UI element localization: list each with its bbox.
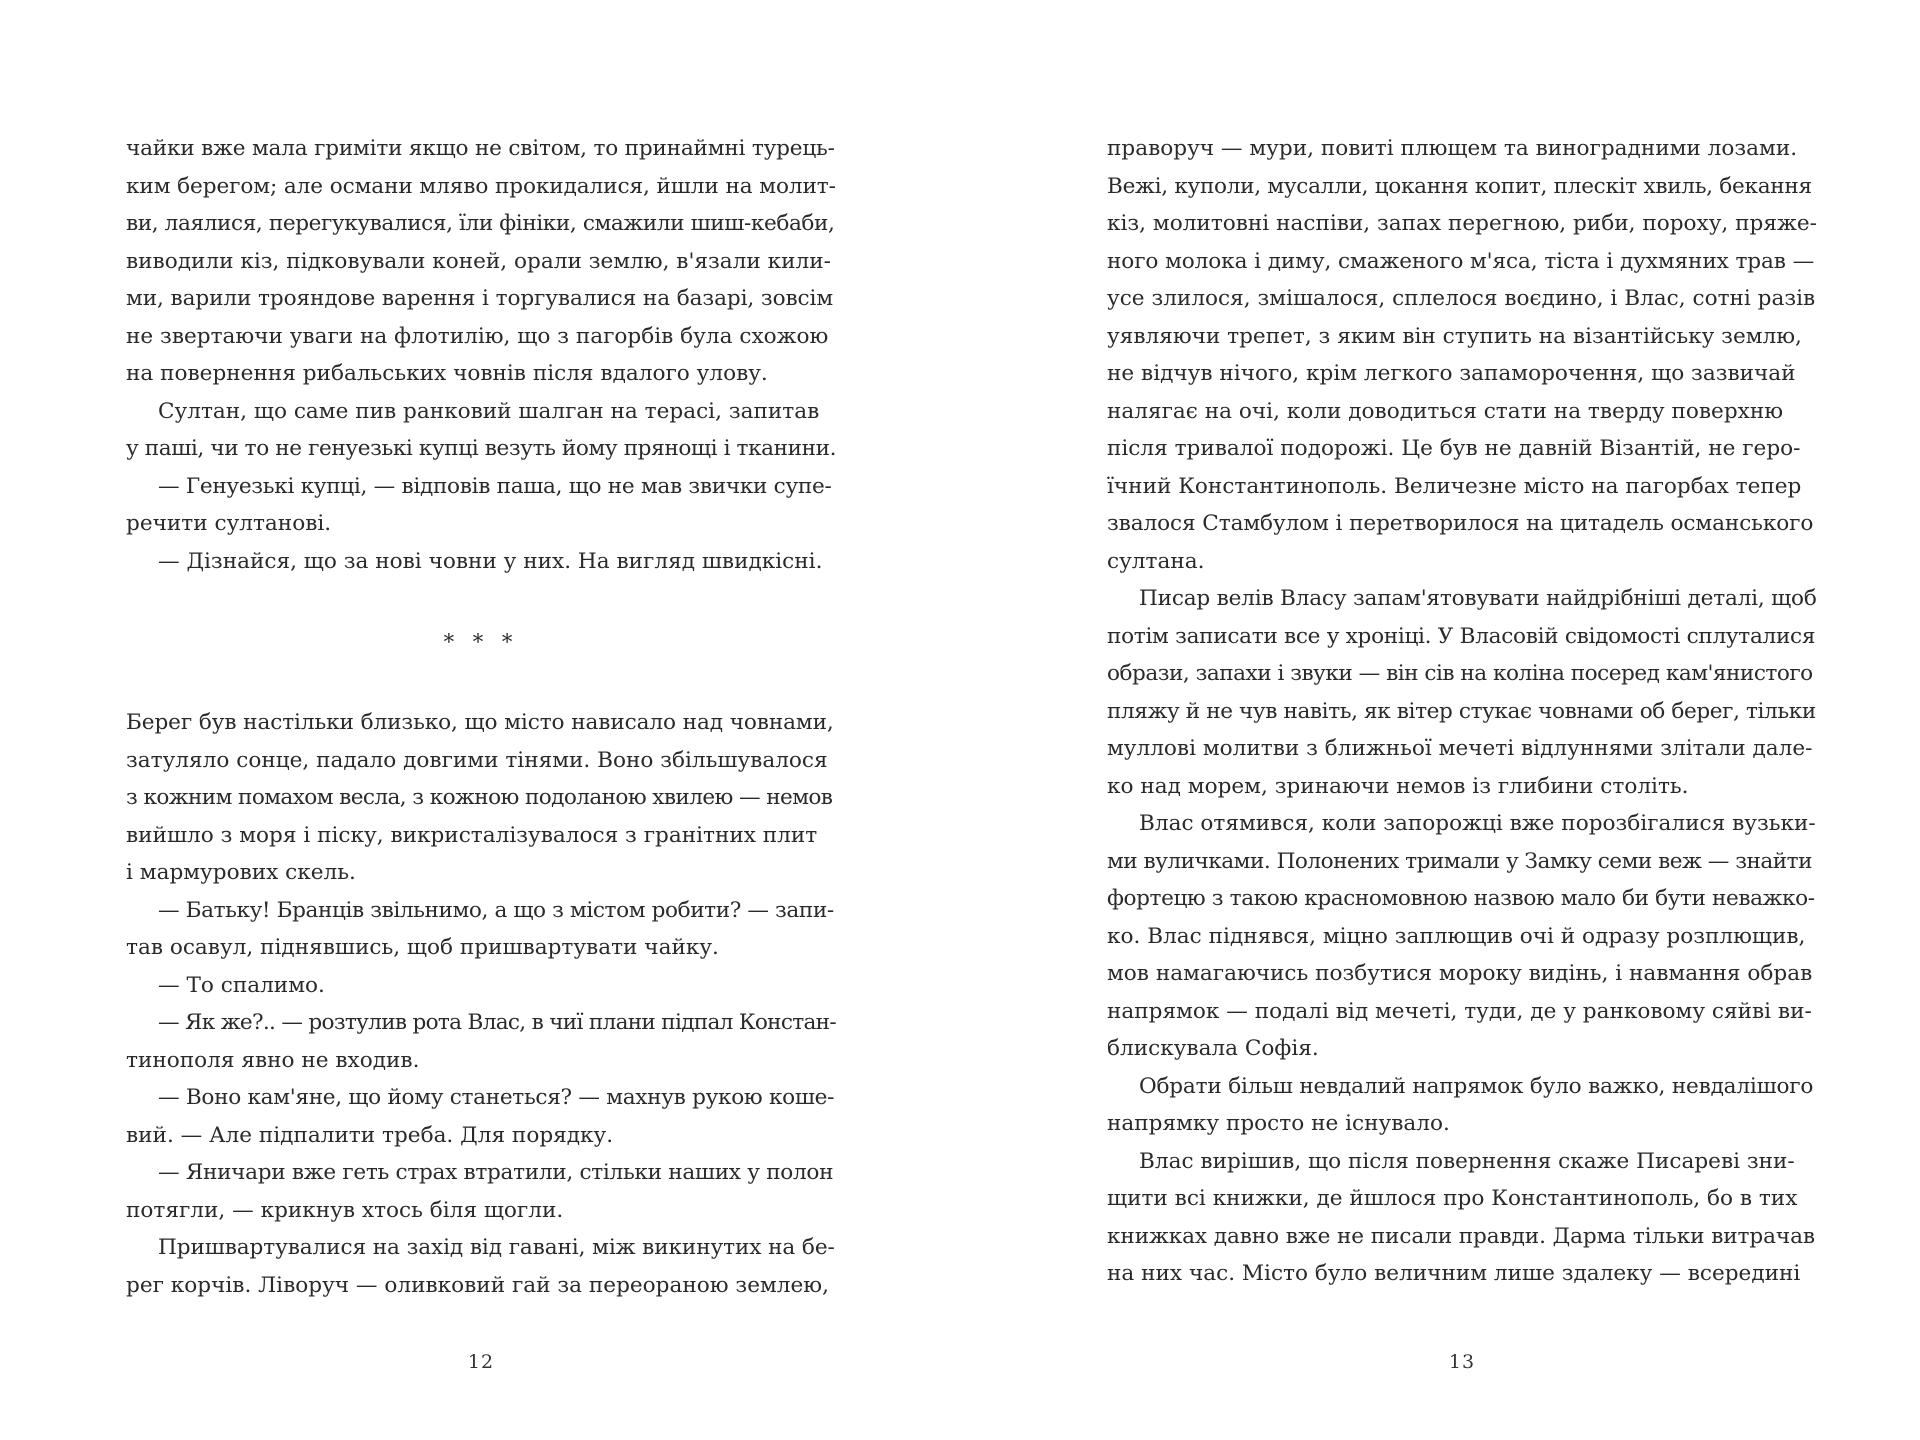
text-line: звалося Стамбулом і перетворилося на цитадель османського — [1107, 511, 1814, 536]
text-line: Влас вирішив, що після повернення скаже Писареві зни- — [1139, 1148, 1795, 1174]
text-line: — Воно кам'яне, що йому станеться? — махнув рукою коше- — [158, 1085, 835, 1110]
text-line: — Як же?.. — розтулив рота Влас, в чиї плани підпал Констан- — [158, 1010, 836, 1035]
text-line: Султан, що саме пив ранковий шалган на терасі, запитав — [158, 398, 820, 424]
left-block-1 — [126, 130, 836, 580]
text-line: щити всі книжки, де йшлося про Константинополь, бо в тих — [1107, 1186, 1798, 1211]
text-line: муллові молитви з ближньої мечеті відлуннями злітали дале- — [1107, 736, 1813, 761]
text-line: Пришвартувалися на захід від гавані, між викинутих на бе- — [158, 1235, 835, 1260]
text-line: ко. Влас піднявся, міцно заплющив очі й одразу розплющив, — [1107, 923, 1806, 949]
text-line: не відчув нічого, крім легкого запаморочення, що зазвичай — [1107, 361, 1796, 386]
text-line: ким берегом; але османи мляво прокидалися, йшли на молит- — [126, 173, 836, 199]
text-line: — Дізнайся, що за нові човни у них. На вигляд швидкісні. — [158, 548, 823, 574]
text-line: налягає на очі, коли доводиться стати на тверду поверхню — [1107, 398, 1784, 424]
text-line: чайки вже мала гриміти якщо не світом, то принаймні турець- — [126, 136, 835, 161]
text-line: у паші, чи то не генуезькі купці везуть йому прянощі і тканини. — [126, 436, 837, 461]
text-line: ви, лаялися, перегукувалися, їли фініки, смажили шиш-кебаби, — [126, 211, 835, 236]
text-line: фортецю з такою красномовною назвою мало би бути неважко- — [1107, 886, 1815, 911]
text-line: і мармурових скель. — [126, 860, 356, 885]
text-line: пляжу й не чув навіть, як вітер стукає човнами об берег, тільки — [1107, 698, 1816, 724]
text-line: книжках давно вже не писали правди. Дарма тільки витрачав — [1107, 1223, 1815, 1249]
text-line: праворуч — мури, повиті плющем та виноградними лозами. — [1107, 136, 1798, 161]
text-line: на них час. Місто було величним лише здалеку — всередині — [1107, 1261, 1801, 1286]
text-line: вий. — Але підпалити треба. Для порядку. — [126, 1122, 614, 1148]
text-line: ного молока і диму, смаженого м'яса, тіста і духмяних трав — — [1107, 248, 1815, 274]
text-line: усе злилося, змішалося, сплелося воєдино, і Влас, сотні разів — [1107, 286, 1816, 311]
left-page-text — [126, 130, 836, 1304]
page-number-left: 12 — [467, 1351, 495, 1373]
text-line: не звертаючи уваги на флотилію, що з пагорбів була схожою — [126, 323, 829, 349]
text-line: ко над морем, зринаючи немов із глибини століть. — [1107, 773, 1689, 799]
right-page-text — [1107, 130, 1817, 1293]
text-line: Обрати більш невдалий напрямок було важко, невдалішого — [1139, 1073, 1814, 1099]
text-line: Писар велів Власу запам'ятовувати найдрібніші деталі, щоб — [1139, 586, 1817, 611]
text-line: — Генуезькі купці, — відповів паша, що не мав звички супе- — [158, 473, 832, 499]
text-line: мов намагаючись позбутися мороку видінь, і навмання обрав — [1107, 961, 1813, 986]
text-line: потім записати все у хроніці. У Власовій свідомості сплуталися — [1107, 623, 1816, 649]
text-line: султана. — [1107, 548, 1205, 574]
text-line: їчний Константинополь. Величезне місто на пагорбах тепер — [1107, 473, 1802, 499]
left-block-2 — [126, 704, 836, 1304]
right-page — [1107, 130, 1817, 1390]
text-line: ми, варили трояндове варення і торгувалися на базарі, зовсім — [126, 286, 834, 311]
text-line: речити султанові. — [126, 511, 332, 536]
text-line: затуляло сонце, падало довгими тінями. Воно збільшувалося — [126, 747, 828, 773]
text-line: потягли, — крикнув хтось біля щогли. — [126, 1197, 564, 1223]
text-line: — Яничари вже геть страх втратили, стільки наших у полон — [158, 1160, 834, 1185]
text-line: кіз, молитовні наспіви, запах перегною, риби, пороху, пряже- — [1107, 211, 1817, 236]
text-line: образи, запахи і звуки — він сів на коліна посеред кам'янистого — [1107, 661, 1813, 686]
text-line: тинополя явно не входив. — [126, 1047, 420, 1073]
text-line: рег корчів. Ліворуч — оливковий гай за переораною землею, — [126, 1272, 829, 1298]
page-number-right: 13 — [1448, 1351, 1476, 1373]
text-line: вийшло з моря і піску, викристалізувалося з гранітних плит — [126, 822, 818, 848]
text-line: напрямок — подалі від мечеті, туди, де у ранковому сяйві ви- — [1107, 998, 1812, 1024]
text-line: — То спалимо. — [158, 972, 325, 998]
text-line: блискувала Софія. — [1107, 1036, 1319, 1061]
section-separator: * * * — [443, 630, 519, 654]
text-line: виводили кіз, підковували коней, орали землю, в'язали кили- — [126, 248, 831, 274]
text-line: Влас отямився, коли запорожці вже порозбігалися вузьки- — [1139, 811, 1816, 836]
text-line: напрямку просто не існувало. — [1107, 1111, 1450, 1136]
text-line: уявляючи трепет, з яким він ступить на візантійську землю, — [1107, 323, 1802, 349]
text-line: ми вуличками. Полонених тримали у Замку семи веж — знайти — [1107, 848, 1813, 874]
text-line: з кожним помахом весла, з кожною подоланою хвилею — немов — [126, 785, 833, 810]
text-line: — Батьку! Бранців звільнимо, а що з містом робити? — запи- — [158, 897, 834, 923]
text-line: на повернення рибальських човнів після вдалого улову. — [126, 361, 768, 386]
text-line: після тривалої подорожі. Це був не давній Візантій, не геро- — [1107, 436, 1801, 461]
text-line: тав осавул, піднявшись, щоб пришвартувати чайку. — [126, 935, 719, 960]
left-page — [126, 130, 836, 1390]
text-line: Вежі, куполи, мусалли, цокання копит, плескіт хвиль, бекання — [1107, 173, 1812, 199]
text-line: Берег був настільки близько, що місто нависало над човнами, — [126, 710, 834, 735]
